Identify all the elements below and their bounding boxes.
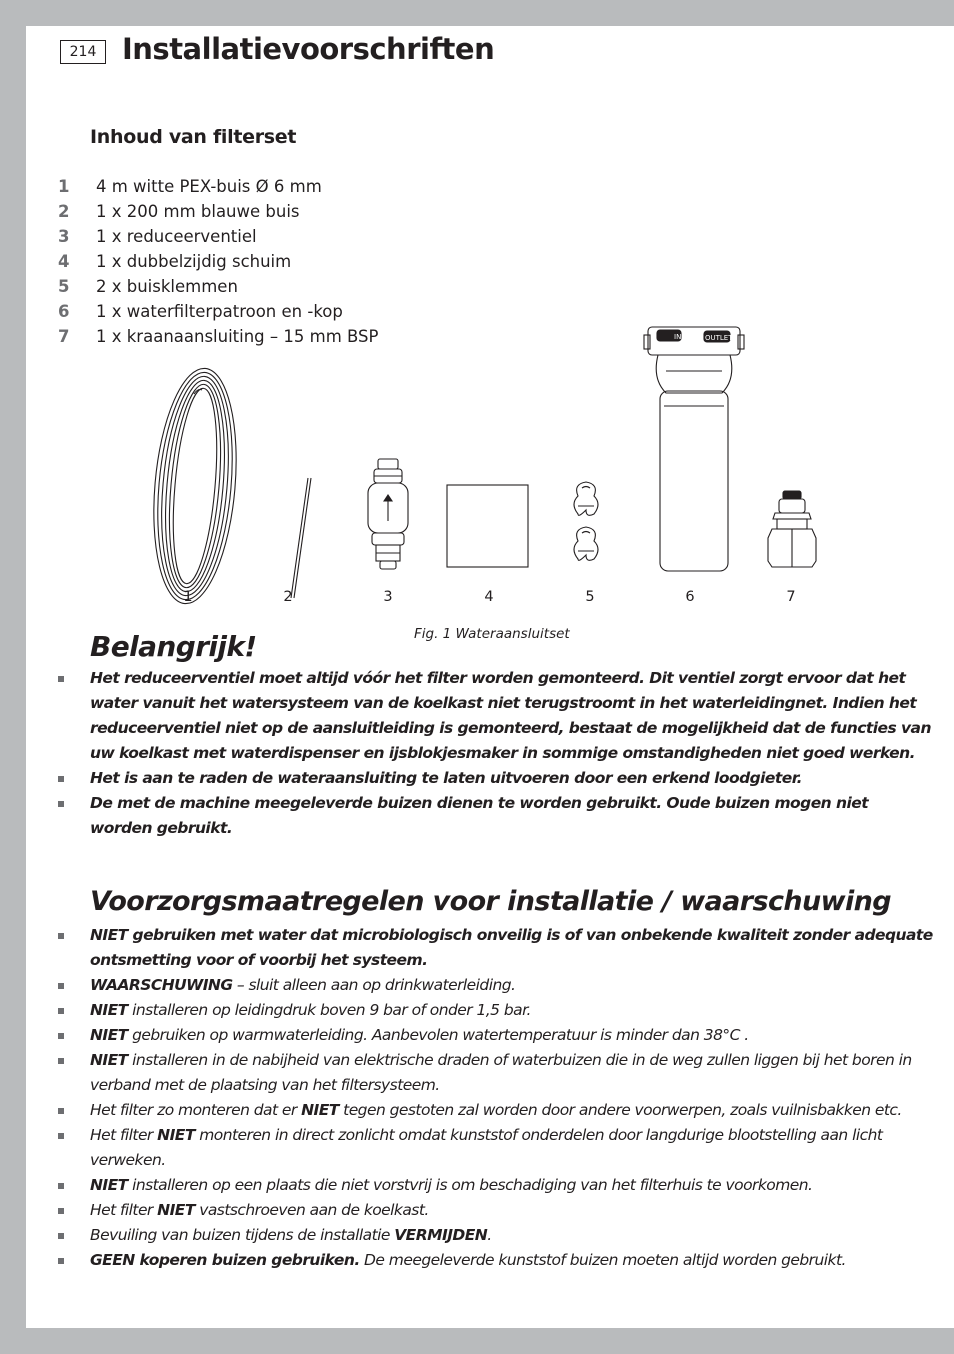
bullet-icon: [58, 1233, 64, 1239]
figure-label: 7: [786, 589, 796, 605]
water-connection-kit-figure: [26, 26, 954, 626]
figure-caption: Fig. 1 Wateraansluitset: [414, 626, 570, 642]
precaution-item: [54, 1198, 934, 1223]
contents-item-text: 1 x waterfilterpatroon en -kop: [96, 302, 343, 321]
precaution-strong-text: VERMIJDEN: [394, 1226, 488, 1244]
page-number: 214: [60, 40, 106, 64]
filter-inlet-label: INLET: [674, 333, 694, 341]
precaution-strong-text: NIET: [157, 1126, 195, 1144]
contents-heading: Inhoud van filterset: [90, 126, 297, 148]
bullet-icon: [58, 1108, 64, 1114]
bullet-icon: [58, 1033, 64, 1039]
precaution-item: [54, 1223, 934, 1248]
important-item-text: Het reduceerventiel moet altijd vóór het filter worden gemonteerd. Dit ventiel zorgt ervoor dat het water vanuit het watersysteem van de koelkast niet terugstroomt in het waterleidingnet. Indien het reduceerventiel niet op de aansluitleiding is gemonteerd, bestaat de mogelijkheid dat de functies van uw koelkast met waterdispenser en ijsblokjesmaker in sommige omstandigheden niet goed werken.: [90, 669, 931, 762]
precaution-item: [54, 923, 934, 973]
precaution-text: – sluit alleen aan op drinkwaterleiding.: [232, 976, 516, 994]
contents-item-number: 6: [58, 302, 70, 321]
precaution-text: Bevuiling van buizen tijdens de installatie: [90, 1226, 395, 1244]
precaution-text: monteren in direct zonlicht omdat kunststof onderdelen door langdurige blootstelling aan licht verweken.: [90, 1126, 883, 1169]
precaution-text: Het filter: [90, 1201, 158, 1219]
contents-item-number: 5: [58, 277, 70, 296]
precaution-item: [54, 1248, 934, 1273]
bullet-icon: [58, 1208, 64, 1214]
precaution-item: [54, 1123, 934, 1173]
figure-label: 1: [183, 589, 193, 605]
precaution-text: installeren in de nabijheid van elektrische draden of waterbuizen die in de weg zullen liggen bij het boren in verband met de plaatsing van het filtersysteem.: [90, 1051, 912, 1094]
contents-item-text: 1 x dubbelzijdig schuim: [96, 252, 292, 271]
figure-label: 3: [383, 589, 393, 605]
figure-label: 6: [685, 589, 695, 605]
precaution-text: Het filter zo monteren dat er: [90, 1101, 302, 1119]
precautions-list: [54, 923, 934, 1273]
contents-item-text: 1 x 200 mm blauwe buis: [96, 202, 300, 221]
bullet-icon: [58, 676, 64, 682]
precautions-heading: Voorzorgsmaatregelen voor installatie / waarschuwing: [90, 886, 891, 917]
bullet-icon: [58, 1258, 64, 1264]
bullet-icon: [58, 1008, 64, 1014]
bullet-icon: [58, 801, 64, 807]
important-item-text: De met de machine meegeleverde buizen dienen te worden gebruikt. Oude buizen mogen niet worden gebruikt.: [90, 794, 869, 837]
blue-tube-icon: [291, 478, 311, 598]
precaution-strong-text: NIET gebruiken met water dat microbiologisch onveilig is of van onbekende kwaliteit zonder adequate ontsmetting voor of voorbij het systeem.: [90, 926, 933, 969]
precaution-strong-text: NIET: [157, 1201, 195, 1219]
important-item: [54, 666, 934, 766]
precaution-text: installeren op leidingdruk boven 9 bar of onder 1,5 bar.: [127, 1001, 531, 1019]
precaution-text: .: [487, 1226, 492, 1244]
precaution-text: Het filter: [90, 1126, 158, 1144]
contents-item-number: 4: [58, 252, 70, 271]
contents-item-number: 3: [58, 227, 70, 246]
precaution-strong-text: NIET: [90, 1026, 128, 1044]
contents-item-text: 4 m witte PEX-buis Ø 6 mm: [96, 177, 322, 196]
bullet-icon: [58, 776, 64, 782]
bullet-icon: [58, 1133, 64, 1139]
precaution-strong-text: GEEN koperen buizen gebruiken.: [90, 1251, 360, 1269]
figure-label: 2: [283, 589, 293, 605]
contents-item-number: 2: [58, 202, 70, 221]
manual-page: [26, 26, 954, 1328]
bullet-icon: [58, 933, 64, 939]
precaution-item: [54, 1173, 934, 1198]
precaution-text: gebruiken op warmwaterleiding. Aanbevolen watertemperatuur is minder dan 38°C .: [127, 1026, 749, 1044]
important-list: [54, 666, 934, 841]
important-item-text: Het is aan te raden de wateraansluiting te laten uitvoeren door een erkend loodgieter.: [90, 769, 802, 787]
important-heading: Belangrijk!: [90, 630, 257, 663]
foam-pad-icon: [447, 485, 528, 567]
precaution-text: tegen gestoten zal worden door andere voorwerpen, zoals vuilnisbakken etc.: [338, 1101, 902, 1119]
precaution-item: [54, 1098, 934, 1123]
pex-tube-coil-icon: [145, 365, 245, 607]
precaution-strong-text: NIET: [90, 1051, 128, 1069]
contents-item-text: 2 x buisklemmen: [96, 277, 238, 296]
water-filter-icon: [644, 327, 744, 571]
bullet-icon: [58, 1183, 64, 1189]
precaution-strong-text: WAARSCHUWING: [90, 976, 233, 994]
tube-clips-icon: [574, 482, 598, 560]
contents-item-text: 1 x kraanaansluiting – 15 mm BSP: [96, 327, 379, 346]
precaution-text: De meegeleverde kunststof buizen moeten altijd worden gebruikt.: [359, 1251, 846, 1269]
page-title: Installatievoorschriften: [122, 32, 495, 66]
contents-item-number: 1: [58, 177, 70, 196]
reducing-valve-icon: [368, 459, 408, 569]
precaution-item: [54, 998, 934, 1023]
precaution-strong-text: NIET: [90, 1001, 128, 1019]
figure-label: 4: [484, 589, 494, 605]
tap-connector-icon: [768, 491, 816, 567]
precaution-item: [54, 973, 934, 998]
precaution-strong-text: NIET: [301, 1101, 339, 1119]
contents-item-text: 1 x reduceerventiel: [96, 227, 257, 246]
precaution-text: installeren op een plaats die niet vorstvrij is om beschadiging van het filterhuis te voorkomen.: [127, 1176, 813, 1194]
bullet-icon: [58, 1058, 64, 1064]
figure-label: 5: [585, 589, 595, 605]
precaution-item: [54, 1048, 934, 1098]
filter-outlet-label: OUTLET: [705, 334, 733, 342]
contents-item-number: 7: [58, 327, 70, 346]
precaution-item: [54, 1023, 934, 1048]
bullet-icon: [58, 983, 64, 989]
important-item: [54, 791, 934, 841]
precaution-strong-text: NIET: [90, 1176, 128, 1194]
precaution-text: vastschroeven aan de koelkast.: [194, 1201, 429, 1219]
important-item: [54, 766, 934, 791]
